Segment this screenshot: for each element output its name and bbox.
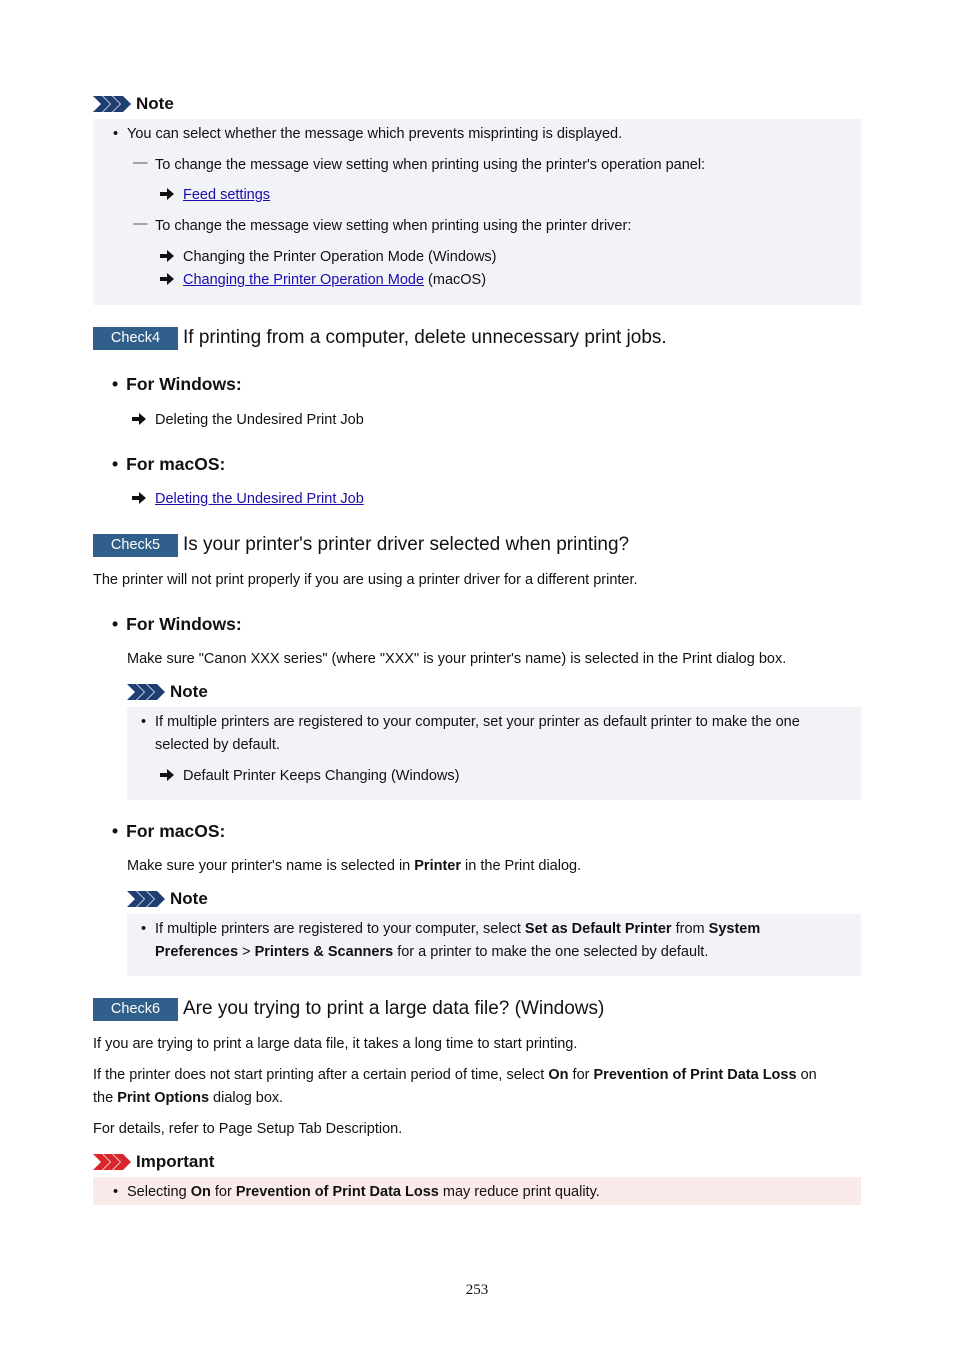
link-item — [160, 768, 459, 784]
link-item — [160, 272, 486, 288]
note-heading — [127, 682, 208, 702]
delete-job-windows-text: Deleting the Undesired Print Job — [155, 412, 364, 428]
note-text: • You can select whether the message which prevents misprinting is displayed. — [127, 126, 622, 142]
windows-heading: • For Windows: — [112, 374, 242, 395]
paragraph: If the printer does not start printing after a certain period of time, select On for Prevention of Print Data Loss on — [93, 1067, 817, 1083]
macos-mode-link[interactable]: Changing the Printer Operation Mode — [183, 272, 425, 288]
note-text: To change the message view setting when printing using the printer's operation panel: — [155, 157, 706, 173]
page-number: 253 — [465, 1282, 489, 1298]
note-chevrons-icon — [127, 684, 165, 700]
arrow-right-icon — [160, 273, 174, 285]
note-chevrons-icon — [93, 96, 131, 112]
windows-heading: • For Windows: — [112, 614, 242, 635]
note-text: To change the message view setting when printing using the printer driver: — [155, 218, 632, 234]
note-heading — [127, 889, 208, 909]
note-chevrons-icon — [127, 891, 165, 907]
note-label: Note — [170, 682, 208, 701]
paragraph: the Print Options dialog box. — [93, 1090, 284, 1106]
note-text: Preferences > Printers & Scanners for a printer to make the one selected by default. — [155, 944, 709, 960]
macos-heading: • For macOS: — [112, 454, 225, 475]
check6-badge: Check6 — [93, 998, 178, 1021]
windows-mode-text: Changing the Printer Operation Mode (Windows) — [183, 249, 497, 265]
paragraph: Make sure your printer's name is selected in Printer in the Print dialog. — [127, 858, 582, 874]
dash-marker: — — [133, 216, 148, 232]
link-item — [132, 412, 364, 428]
paragraph: If you are trying to print a large data file, it takes a long time to start printing. — [93, 1036, 578, 1052]
dash-marker: — — [133, 155, 148, 171]
check4-badge: Check4 — [93, 327, 178, 350]
paragraph: Make sure "Canon XXX series" (where "XXX" is your printer's name) is selected in the Print dialog box. — [127, 651, 787, 667]
link-item — [160, 187, 270, 203]
link-item — [132, 491, 364, 507]
note-text: • If multiple printers are registered to your computer, select Set as Default Printer from System — [155, 921, 760, 937]
delete-job-macos-link[interactable]: Deleting the Undesired Print Job — [155, 491, 364, 507]
important-heading — [93, 1152, 214, 1172]
link-item — [160, 249, 497, 265]
check5-badge: Check5 — [93, 534, 178, 557]
note-heading — [93, 94, 174, 114]
important-chevrons-icon — [93, 1154, 131, 1170]
macos-heading: • For macOS: — [112, 821, 225, 842]
default-printer-text: Default Printer Keeps Changing (Windows) — [183, 768, 460, 784]
arrow-right-icon — [132, 492, 146, 504]
paragraph: The printer will not print properly if you are using a printer driver for a different printer. — [93, 572, 638, 588]
arrow-right-icon — [132, 413, 146, 425]
note-label: Note — [136, 94, 174, 113]
paragraph: For details, refer to Page Setup Tab Description. — [93, 1121, 403, 1137]
arrow-right-icon — [160, 188, 174, 200]
note-text: selected by default. — [155, 737, 280, 753]
feed-settings-link[interactable]: Feed settings — [183, 187, 271, 203]
important-text: • Selecting On for Prevention of Print Data Loss may reduce print quality. — [127, 1184, 600, 1200]
note-label: Note — [170, 889, 208, 908]
check6-title: Are you trying to print a large data file? (Windows) — [183, 998, 605, 1019]
check5-title: Is your printer's printer driver selected when printing? — [183, 534, 630, 555]
check4-title: If printing from a computer, delete unnecessary print jobs. — [183, 327, 667, 348]
arrow-right-icon — [160, 769, 174, 781]
macos-suffix: (macOS) — [424, 272, 487, 288]
important-label: Important — [136, 1152, 215, 1171]
arrow-right-icon — [160, 250, 174, 262]
note-text: • If multiple printers are registered to your computer, set your printer as default printer to make the one — [155, 714, 800, 730]
